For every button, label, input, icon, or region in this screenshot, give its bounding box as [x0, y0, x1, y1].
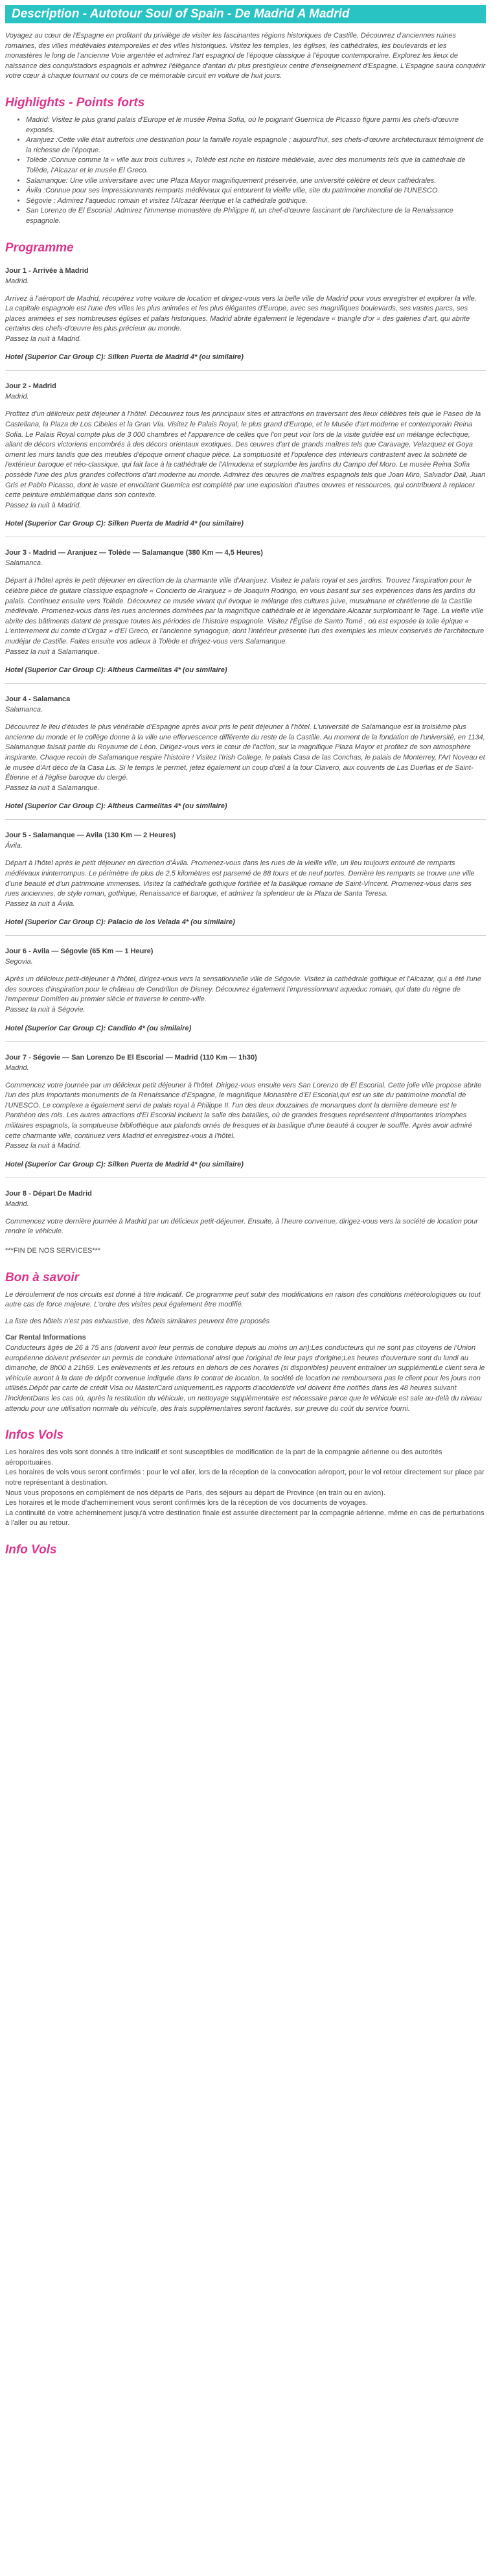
day-divider [5, 935, 486, 936]
programme-heading: Programme [5, 240, 74, 255]
day-title: Jour 4 - Salamanca [5, 695, 71, 704]
day-hotel: Hotel (Superior Car Group C): Silken Puerta de Madrid 4* (ou similaire) [5, 1160, 244, 1168]
day-subtitle: Salamanca. [5, 559, 43, 568]
infos-vols-heading: Infos Vols [5, 1428, 64, 1443]
bon-a-savoir-text: Le déroulement de nos circuits est donné à titre indicatif. Ce programme peut subir des modifications en raison des conditions météorologiques ou tout autre cas de force majeure. L'ordre des visites peut également être modifié. [5, 1290, 481, 1309]
day-block [5, 830, 486, 936]
highlight-item: • Aranjuez :Cette ville était autrefois une destination pour la famille royale espagnole ; aujourd'hui, ses chefs-d'œuvre architecturaux témoignent de la richesse de l'époque. [26, 135, 486, 156]
day-overnight: Passez la nuit à Madrid. [5, 334, 82, 343]
intro-text: Voyagez au cœur de l'Espagne en profitant du privilège de visiter les fascinantes régions historiques de Castille. Découvrez d'anciennes ruines romaines, des villes médiévales intemporelles et des villes historiques. Visitez les temples, les églises, les cathédrales, les boulevards et les monastères le long de l'ancienne Voie argentée et admirez l'art espagnol de l'époque classique à l'époque contemporaine. Explorez les lieux de naissance des conquistadors espagnols et admirez l'élégance d'antan du plus prestigieux centre d'enseignement d'Espagne. L'Espagne saura conquérir votre cœur à chaque tournant ou cours de ce mémorable circuit en voiture de huit jours. [5, 32, 486, 80]
day-title: Jour 6 - Avila — Ségovie (65 Km — 1 Heure) [5, 947, 154, 956]
day-title: Jour 8 - Départ De Madrid [5, 1189, 92, 1198]
day-hotel: Hotel (Superior Car Group C): Silken Puerta de Madrid 4* (ou similaire) [5, 353, 244, 362]
day-description: Commencez votre dernière journée à Madrid par un délicieux petit-déjeuner. Ensuite, à l'heure convenue, dirigez-vous vers la société de location pour rendre le véhicule. [5, 1217, 478, 1236]
day-subtitle: Madrid. [5, 393, 29, 401]
day-hotel: Hotel (Superior Car Group C): Silken Puerta de Madrid 4* (ou similaire) [5, 520, 244, 528]
day-description: Découvrez le lieu d'études le plus vénérable d'Espagne après avoir pris le petit déjeuner à l'hôtel. L'université de Salamanque est la troisième plus ancienne du monde et le collège donne à la ville une effervescence différente du reste de la Castille. Au moment de la fondation de l'université, en 1134, Salamanque faisait partie du Royaume de Léon. Dirigez-vous vers le cœur de l'action, sur la magnifique Plaza Mayor et profitez de son atmosphère inspirante. Chaque recoin de Salamanque respire l'histoire ! Visitez l'Irish College, le palais Casa de las Conchas, le palais de Monterrey, l'Art Noveau et le musée d'Art déco de la Casa Lis. Si le temps le permet, jetez également un coup d'œil à la tour Clavero, aux couvents de Las Dueñas et de Saint-Étienne et à l'église baroque du clergé. [5, 723, 485, 782]
day-block [5, 946, 486, 1041]
highlight-item: • Madrid: Visitez le plus grand palais d'Europe et le musée Reina Sofía, où le poignant Guernica de Picasso figure parmi les chefs-d'œuvre exposés. [26, 115, 486, 135]
day-subtitle: Ávila. [5, 842, 23, 850]
day-description: Arrivez à l'aéroport de Madrid, récupérez votre voiture de location et dirigez-vous vers la belle ville de Madrid pour vous enregistrer et explorer la ville. La capitale espagnole est l'une des villes les plus animées et les plus élégantes d'Europe, avec ses magnifiques boulevards, ses vastes parcs, ses places animées et ses nombreuses églises et palais historiques. Madrid abrite également le légendaire « triangle d'or » des galeries d'art, qui abrite certains des chefs-d'œuvre les plus précieux au monde. [5, 294, 477, 333]
day-subtitle: Segovia. [5, 958, 33, 966]
day-divider [5, 1041, 486, 1042]
day-subtitle: Salamanca. [5, 706, 43, 714]
day-title: Jour 5 - Salamanque — Avila (130 Km — 2 Heures) [5, 831, 176, 840]
intro-section [5, 31, 486, 82]
highlight-item: • Ségovie : Admirez l'aqueduc romain et visitez l'Alcazar féerique et la cathédrale gothique. [26, 196, 486, 207]
day-description: Commencez votre journée par un délicieux petit déjeuner à l'hôtel. Dirigez-vous ensuite vers San Lorenzo de El Escorial. Cette jolie ville propose abrite l'un des plus importants monuments de la Renaissance d'Espagne, le magnifique Monastère d'El Escorial,qui est un site du patrimoine mondial de l'UNESCO. Le complexe a également servi de palais royal à Philippe II. l'un des deux douzaines de monarques dont la dernière demeure est le Panthéon des rois. Les autres attractions d'El Escorial incluent la salle des batailles, où de grandes fresques représentent d'importantes triomphes militaires espagnols, la somptueuse bibliothèque aux plafonds ornés de fresques et la basilique d'une beauté à couper le souffle. Après avoir admiré cette charmante ville, continuez vers Madrid et enregistrez-vous à l'hôtel. [5, 1081, 482, 1140]
day-subtitle: Madrid. [5, 1063, 29, 1072]
infos-vols-heading-2: Info Vols [5, 1542, 57, 1557]
day-divider [5, 683, 486, 684]
day-title: Jour 2 - Madrid [5, 382, 56, 391]
day-overnight: Passez la nuit à Salamanque. [5, 647, 100, 656]
highlight-item: • Salamanque: Une ville universitaire avec une Plaza Mayor magnifiquement préservée, une université célèbre et deux cathédrales. [26, 176, 486, 187]
page-title-banner [5, 5, 486, 23]
day-divider [5, 370, 486, 371]
infos-vols-text: Les horaires des vols sont donnés à titre indicatif et sont susceptibles de modification de la part de la compagnie aérienne ou des autorités aéroportuaires. Les horaires de vols vous seront confirmés : pour le vol aller, lors de la réception de la convocation aéroport, pour le vol retour directement sur place par notre représentant à destination. Nous vous proposons en complément de nos départs de Paris, des séjours au départ de Province (en train ou en avion). Les horaires et le mode d'acheminement vous seront confirmés lors de la réception de vos documents de voyages. La continuité de votre acheminement jusqu'à votre destination finale est assurée directement par la compagnie aérienne, même en cas de perturbations à l'aller ou au retour. [5, 1448, 485, 1527]
day-hotel: Hotel (Superior Car Group C): Candido 4* (ou similaire) [5, 1024, 192, 1032]
day-description: Départ à l'hôtel après le petit déjeuner en direction de la charmante ville d'Aranjuez. Visitez le palais royal et ses jardins. Trouvez l'inspiration pour le célèbre pièce de guitare classique espagnole « Concierto de Aranjuez » de Joaquín Rodrigo, en vous basant sur ses expériences dans les jardins du palais. Continuez ensuite vers Tolède. Découvrez ce musée vivant qui évoque le mélange des cultures juive, musulmane et chrétienne de la Castille médiévale. Promenez-vous dans les rues anciennes dominées par la magnifique cathédrale et le légendaire Alcazar surplombant le Tage. La vieille ville abrite des bâtiments datant de presque toutes les périodes de l'histoire espagnole. Visitez l'Église de Santo Tomé , où est exposée la toile épique « L'enterrement du comte d'Orgaz » d'El Greco, et l'ancienne synagogue, dont l'intérieur présente l'un des exemples les mieux conservés de l'architecture mudéjar de Castille. Faites ensuite vos adieux à Tolède et dirigez-vous vers Salamanque. [5, 577, 485, 645]
highlights-heading: Highlights - Points forts [5, 95, 145, 110]
hotels-note: La liste des hôtels n'est pas exhaustive, des hôtels similaires peuvent être proposés [5, 1317, 270, 1325]
car-rental-text: Conducteurs âgés de 26 à 75 ans (doivent avoir leur permis de conduire depuis au moins un an);Les conducteurs qui ne sont pas citoyens de l'Union européenne doivent présenter un permis de conduire international ainsi que l'original de leur pays d'origine;Les heures d'ouverture sont du lundi au dimanche, de 8h00 à 21h59. Les enlèvements et les retours en dehors de ces horaires (si disponibles) peuvent entraîner un supplémentLe client sera le véhicule auront à la date de dépôt convenue indiquée dans le contrat de location, la société de location ne remboursera pas le client pour les jours non utilisés.Dépôt par carte de crédit Visa ou MasterCard uniquementLes rapports d'accident/de vol doivent être notifiés dans les 48 heures suivant l'incidentDans les cas où, après la restitution du véhicule, un nettoyage supplémentaire est nécessaire parce que le véhicule est sale au-delà du niveau attendu pour une utilisation normale du véhicule, des frais supplémentaires seront facturés, sur preuve du coût du service fourni. [5, 1343, 485, 1413]
day-description: Départ à l'hôtel après le petit déjeuner en direction d'Ávila. Promenez-vous dans les rues de la vieille ville, un lieu toujours entouré de remparts médiévaux ininterrompus. Le périmètre de plus de 2,5 kilomètres est parsemé de 88 tours et de neuf portes. Derrière les remparts se trouve une ville d'une beauté et d'un patrimoine immenses. Visitez la cathédrale gothique fortifiée et la basilique romane de Saint-Vincent. Promenez-vous dans ses rues anciennes, de style roman, gothique, Renaissance et baroque, et admirez la splendeur de la Plaza de Santa Teresa. [5, 859, 475, 898]
highlight-item: • San Lorenzo de El Escorial :Admirez l'immense monastère de Philippe II, un chef-d'œuvre fascinant de l'architecture de la Renaissance espagnole. [26, 206, 486, 226]
highlight-item: • Ávila :Connue pour ses impressionnants remparts médiévaux qui entourent la vieille ville, site du patrimoine mondial de l'UNESCO. [26, 186, 486, 196]
day-block [5, 1052, 486, 1178]
day-title: Jour 1 - Arrivée à Madrid [5, 266, 89, 275]
programme-days [5, 266, 486, 1238]
day-block [5, 381, 486, 537]
car-rental-label: Car Rental Informations [5, 1334, 86, 1342]
highlight-item: • Tolède :Connue comme la « ville aux trois cultures », Tolède est riche en histoire médiévale, avec des monuments tels que la cathédrale de Tolède, l'Alcazar et le musée El Greco. [26, 156, 486, 176]
day-overnight: Passez la nuit à Ávila. [5, 899, 75, 908]
end-services: ***FIN DE NOS SERVICES*** [5, 1247, 101, 1255]
bon-a-savoir-heading: Bon à savoir [5, 1270, 80, 1284]
day-subtitle: Madrid. [5, 1200, 29, 1208]
page-title: Description - Autotour Soul of Spain - De Madrid A Madrid [12, 7, 350, 21]
day-description: Profitez d'un délicieux petit déjeuner à l'hôtel. Découvrez tous les principaux sites et attractions en traversant des lieux célèbres tels que le Paseo de la Castellana, la Plaza de Los Cibeles et la Gran Vía. Visitez le Palais Royal, le plus grand d'Europe, et le Musée d'art moderne et contemporain Reina Sofia. Le Palais Royal compte plus de 3 000 chambres et l'apparence de celles que l'on peut voir lors de la visite guidée est un mélange éclectique, allant de décors victoriens encombrés à des décors orientaux exotiques. Des œuvres d'art de grands maîtres tels que Caravage, Velazquez et Goya ornent les murs tandis que des meubles d'époque ornent chaque pièce. La somptuosité et l'opulence des intérieurs contrastent avec la sobriété de l'extérieur baroque et néo-classique, qui fait face à la cathédrale de l'Almudena et surplombe les jardins du Campo del Moro. Le musée Reina Sofia possède l'une des plus grandes collections d'art moderne au monde. Admirez des œuvres de maîtres espagnols tels que Joan Miro, Salvador Dali, Juan Gris et Pablo Picasso, dont le vaste et envoûtant Guernica est complété par une exposition d'autres œuvres et ressources, qui contribuent à replacer cette peinture emblématique dans son contexte. [5, 410, 486, 500]
day-block [5, 266, 486, 371]
day-block [5, 694, 486, 820]
day-overnight: Passez la nuit à Ségovie. [5, 1006, 86, 1014]
day-hotel: Hotel (Superior Car Group C): Altheus Carmelitas 4* (ou similaire) [5, 666, 227, 675]
day-hotel: Hotel (Superior Car Group C): Palacio de los Velada 4* (ou similaire) [5, 918, 235, 927]
day-overnight: Passez la nuit à Madrid. [5, 501, 82, 509]
day-divider [5, 819, 486, 820]
day-title: Jour 3 - Madrid — Aranjuez — Tolède — Salamanque (380 Km — 4,5 Heures) [5, 549, 263, 557]
day-overnight: Passez la nuit à Madrid. [5, 1142, 82, 1150]
day-subtitle: Madrid. [5, 277, 29, 285]
day-title: Jour 7 - Ségovie — San Lorenzo De El Escorial — Madrid (110 Km — 1h30) [5, 1053, 257, 1062]
day-description: Après un délicieux petit-déjeuner à l'hôtel, dirigez-vous vers la sensationnelle ville de Ségovie. Visitez la cathédrale gothique et l'Alcazar, qui a été l'une des sources d'inspiration pour le château de Cendrillon de Disney. Découvrez également l'impressionnant aqueduc romain, qui date du règne de l'empereur Domitien au premier siècle et traverse le centre-ville. [5, 975, 481, 1004]
day-hotel: Hotel (Superior Car Group C): Altheus Carmelitas 4* (ou similaire) [5, 802, 227, 811]
day-overnight: Passez la nuit à Salamanque. [5, 783, 100, 792]
day-block [5, 1189, 486, 1237]
day-block [5, 548, 486, 684]
highlights-list [5, 115, 486, 227]
